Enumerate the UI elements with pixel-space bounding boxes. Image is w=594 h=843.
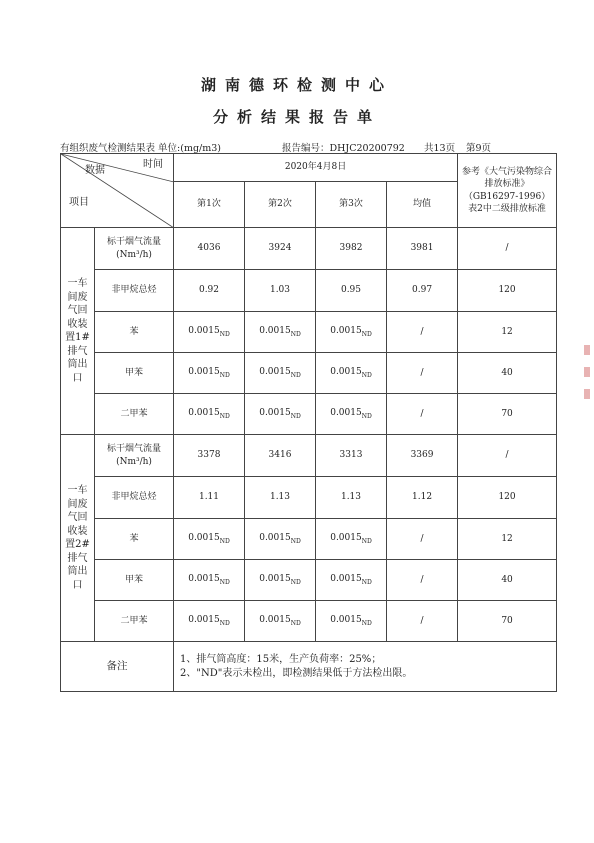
value-cell bbox=[316, 601, 387, 642]
group-label: 一车间废气回收装置1#排气筒出口 bbox=[61, 228, 95, 435]
notes-label: 备注 bbox=[61, 642, 174, 692]
standard-cell: 40 bbox=[458, 560, 557, 601]
value-cell bbox=[174, 228, 245, 270]
nd-subscript: ND bbox=[361, 371, 372, 379]
value-cell bbox=[174, 601, 245, 642]
average-cell: 1.12 bbox=[387, 477, 458, 519]
table-row bbox=[61, 312, 557, 353]
seal-mark bbox=[584, 345, 592, 425]
value-text: 1.11 bbox=[198, 492, 220, 503]
value-cell bbox=[174, 477, 245, 519]
table-row bbox=[61, 270, 557, 312]
item-cell bbox=[95, 435, 174, 477]
value-text: 3378 bbox=[197, 450, 221, 461]
value-cell bbox=[245, 560, 316, 601]
item-cell bbox=[95, 312, 174, 353]
nd-subscript: ND bbox=[290, 578, 301, 586]
corner-item-label: 项目 bbox=[69, 197, 89, 208]
value-cell bbox=[174, 560, 245, 601]
nd-subscript: ND bbox=[290, 412, 301, 420]
value-cell bbox=[245, 312, 316, 353]
item-name: 非甲烷总烃 bbox=[111, 285, 157, 296]
table-name: 有组织废气检测结果表 单位:(mg/m3) bbox=[60, 143, 222, 154]
notes-row bbox=[61, 642, 557, 692]
value-text: 4036 bbox=[197, 243, 221, 254]
average-cell: 0.97 bbox=[387, 270, 458, 312]
item-cell bbox=[95, 394, 174, 435]
item-unit: (Nm³/h) bbox=[116, 456, 152, 467]
nd-subscript: ND bbox=[219, 412, 230, 420]
item-name: 标干烟气流量 bbox=[106, 237, 161, 248]
nd-subscript: ND bbox=[361, 578, 372, 586]
column-header: 第2次 bbox=[245, 182, 316, 228]
table-row bbox=[61, 601, 557, 642]
results-table bbox=[60, 153, 557, 692]
value-cell bbox=[245, 435, 316, 477]
org-title: 湖南德环检测中心 bbox=[200, 76, 393, 94]
value-text: 3313 bbox=[339, 450, 363, 461]
nd-subscript: ND bbox=[361, 537, 372, 545]
column-header: 第1次 bbox=[174, 182, 245, 228]
item-name: 二甲苯 bbox=[120, 408, 148, 419]
item-name: 标干烟气流量 bbox=[106, 444, 161, 455]
nd-subscript: ND bbox=[219, 537, 230, 545]
page-number: 第9页 bbox=[466, 143, 492, 154]
column-header: 第3次 bbox=[316, 182, 387, 228]
value-cell bbox=[316, 228, 387, 270]
value-text: 0.0015 bbox=[330, 408, 362, 419]
value-text: 0.0015 bbox=[330, 326, 362, 337]
nd-subscript: ND bbox=[290, 371, 301, 379]
value-text: 0.0015 bbox=[259, 408, 291, 419]
nd-subscript: ND bbox=[290, 537, 301, 545]
item-unit: (Nm³/h) bbox=[116, 249, 152, 260]
value-text: 0.0015 bbox=[188, 408, 220, 419]
value-cell bbox=[174, 270, 245, 312]
nd-subscript: ND bbox=[219, 371, 230, 379]
corner-time-label: 时间 bbox=[143, 159, 163, 170]
standard-cell: 40 bbox=[458, 353, 557, 394]
table-row bbox=[61, 435, 557, 477]
nd-subscript: ND bbox=[290, 330, 301, 338]
report-number: 报告编号：DHJC20200792 bbox=[282, 143, 405, 154]
value-text: 0.95 bbox=[340, 285, 362, 296]
table-row bbox=[61, 477, 557, 519]
nd-subscript: ND bbox=[219, 330, 230, 338]
note-line: 2、"ND"表示未检出，即检测结果低于方法检出限。 bbox=[180, 667, 413, 679]
table-row bbox=[61, 228, 557, 270]
item-cell bbox=[95, 560, 174, 601]
item-name: 甲苯 bbox=[124, 574, 143, 585]
value-cell bbox=[245, 228, 316, 270]
average-cell: 3981 bbox=[387, 228, 458, 270]
value-cell bbox=[316, 435, 387, 477]
value-cell bbox=[174, 312, 245, 353]
value-text: 0.0015 bbox=[330, 367, 362, 378]
value-text: 3924 bbox=[268, 243, 292, 254]
average-cell: / bbox=[387, 560, 458, 601]
value-text: 0.0015 bbox=[188, 615, 220, 626]
standard-cell: / bbox=[458, 228, 557, 270]
value-text: 1.03 bbox=[269, 285, 291, 296]
value-text: 0.0015 bbox=[330, 615, 362, 626]
value-text: 1.13 bbox=[269, 492, 291, 503]
doc-title: 分析结果报告单 bbox=[212, 108, 381, 126]
value-cell bbox=[245, 601, 316, 642]
nd-subscript: ND bbox=[219, 619, 230, 627]
value-text: 0.92 bbox=[198, 285, 220, 296]
item-name: 甲苯 bbox=[124, 367, 143, 378]
value-text: 3416 bbox=[268, 450, 292, 461]
value-cell bbox=[174, 394, 245, 435]
nd-subscript: ND bbox=[361, 412, 372, 420]
table-row bbox=[61, 394, 557, 435]
value-text: 0.0015 bbox=[330, 574, 362, 585]
standard-cell: 120 bbox=[458, 477, 557, 519]
table-row bbox=[61, 519, 557, 560]
corner-header bbox=[61, 154, 174, 228]
value-cell bbox=[245, 477, 316, 519]
item-name: 二甲苯 bbox=[120, 615, 148, 626]
average-cell: / bbox=[387, 519, 458, 560]
date-header: 2020年4月8日 bbox=[174, 154, 458, 182]
item-name: 苯 bbox=[129, 326, 139, 337]
value-cell bbox=[174, 353, 245, 394]
standard-cell: 120 bbox=[458, 270, 557, 312]
value-cell bbox=[245, 270, 316, 312]
note-line: 1、排气筒高度：15米，生产负荷率：25%； bbox=[180, 654, 382, 665]
value-text: 0.0015 bbox=[188, 367, 220, 378]
corner-data-label: 数据 bbox=[85, 165, 105, 176]
unit-label: 单位:(mg/m3) bbox=[158, 143, 222, 154]
value-cell bbox=[174, 519, 245, 560]
value-cell bbox=[316, 560, 387, 601]
standard-cell: 70 bbox=[458, 601, 557, 642]
standard-cell: / bbox=[458, 435, 557, 477]
value-text: 0.0015 bbox=[188, 533, 220, 544]
value-cell bbox=[316, 312, 387, 353]
value-cell bbox=[316, 353, 387, 394]
value-text: 0.0015 bbox=[259, 574, 291, 585]
value-cell bbox=[245, 353, 316, 394]
average-cell: / bbox=[387, 353, 458, 394]
item-cell bbox=[95, 477, 174, 519]
total-pages: 共13页 bbox=[424, 143, 456, 154]
value-text: 0.0015 bbox=[188, 326, 220, 337]
group-label: 一车间废气回收装置2#排气筒出口 bbox=[61, 435, 95, 642]
average-cell: / bbox=[387, 394, 458, 435]
item-name: 苯 bbox=[129, 533, 139, 544]
nd-subscript: ND bbox=[219, 578, 230, 586]
value-cell bbox=[245, 519, 316, 560]
value-cell bbox=[174, 435, 245, 477]
item-cell bbox=[95, 601, 174, 642]
item-cell bbox=[95, 270, 174, 312]
item-cell bbox=[95, 353, 174, 394]
value-cell bbox=[316, 270, 387, 312]
standard-header: 参考《大气污染物综合排放标准》（GB16297-1996）表2中二级排放标准 bbox=[458, 154, 557, 228]
value-cell bbox=[316, 519, 387, 560]
value-cell bbox=[316, 477, 387, 519]
item-name: 非甲烷总烃 bbox=[111, 492, 157, 503]
nd-subscript: ND bbox=[361, 330, 372, 338]
value-text: 0.0015 bbox=[188, 574, 220, 585]
value-text: 0.0015 bbox=[259, 533, 291, 544]
value-text: 0.0015 bbox=[259, 367, 291, 378]
table-row bbox=[61, 353, 557, 394]
column-header: 均值 bbox=[387, 182, 458, 228]
table-row bbox=[61, 560, 557, 601]
nd-subscript: ND bbox=[290, 619, 301, 627]
standard-cell: 12 bbox=[458, 312, 557, 353]
value-text: 0.0015 bbox=[330, 533, 362, 544]
average-cell: / bbox=[387, 312, 458, 353]
standard-cell: 12 bbox=[458, 519, 557, 560]
item-cell bbox=[95, 228, 174, 270]
standard-cell: 70 bbox=[458, 394, 557, 435]
item-cell bbox=[95, 519, 174, 560]
average-cell: 3369 bbox=[387, 435, 458, 477]
value-cell bbox=[316, 394, 387, 435]
notes-text bbox=[174, 642, 557, 692]
value-text: 3982 bbox=[339, 243, 363, 254]
value-text: 0.0015 bbox=[259, 615, 291, 626]
nd-subscript: ND bbox=[361, 619, 372, 627]
value-text: 1.13 bbox=[340, 492, 362, 503]
value-cell bbox=[245, 394, 316, 435]
value-text: 0.0015 bbox=[259, 326, 291, 337]
average-cell: / bbox=[387, 601, 458, 642]
